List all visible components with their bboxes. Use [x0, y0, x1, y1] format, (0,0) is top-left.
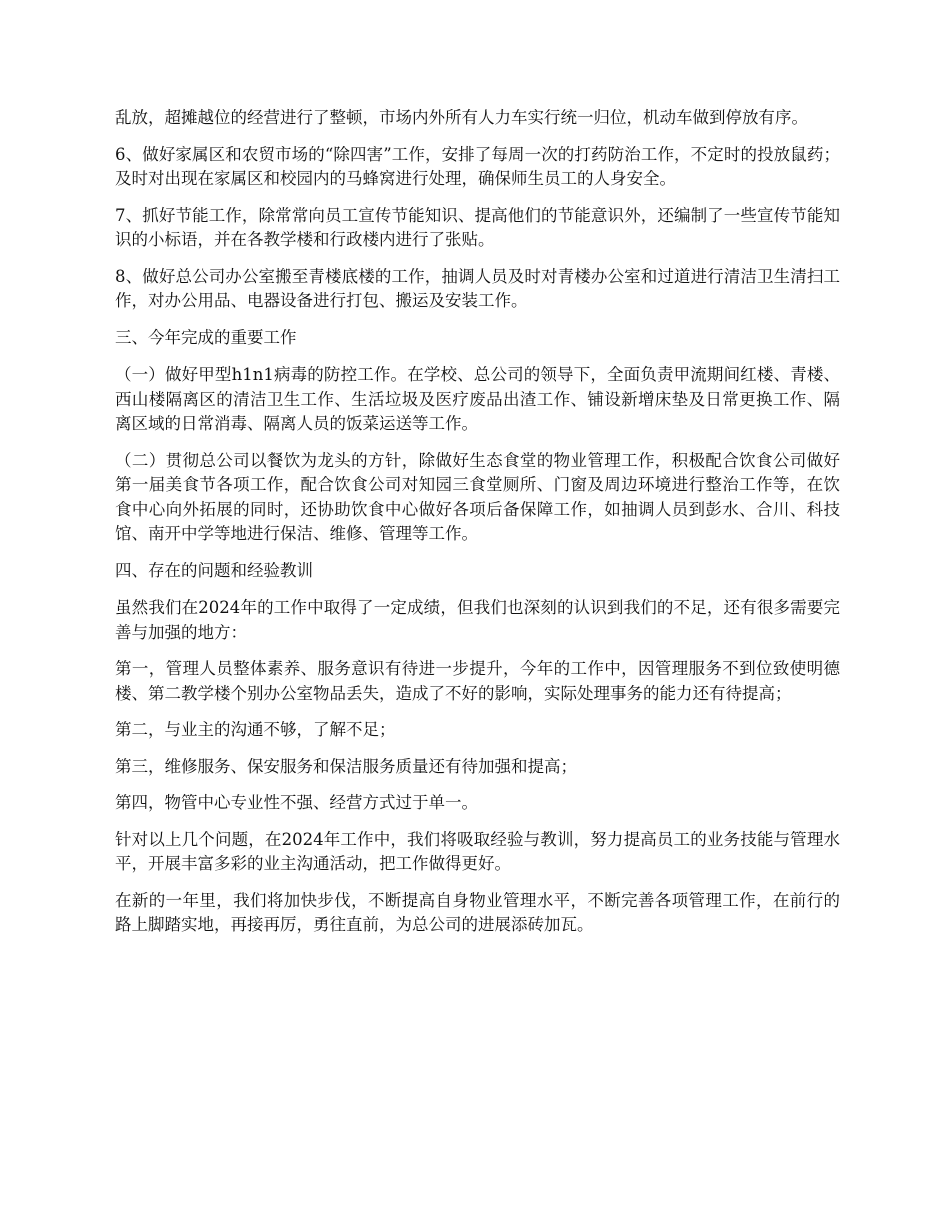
paragraph-problem-fourth: 第四，物管中心专业性不强、经营方式过于单一。 [115, 793, 478, 812]
paragraph-h1n1-prevention: （一）做好甲型h1n1病毒的防控工作。在学校、总公司的领导下，全面负责甲流期间红楼、青楼、西山楼隔离区的清洁卫生工作、生活垃圾及医疗废品出渣工作、铺设新增床垫及日常更换工作、隔离区域的日常消毒、隔离人员的饭菜运送等工作。 [115, 365, 840, 433]
paragraph-item-6-pest-control: 6、做好家属区和农贸市场的“除四害”工作，安排了每周一次的打药防治工作，不定时的投放鼠药；及时对出现在家属区和校园内的马蜂窝进行处理，确保师生员工的人身安全。 [115, 144, 840, 188]
paragraph-catering-support: （二）贯彻总公司以餐饮为龙头的方针，除做好生态食堂的物业管理工作，积极配合饮食公司做好第一届美食节各项工作，配合饮食公司对知园三食堂厕所、门窗及周边环境进行整治工作等，在饮食中心向外拓展的同时，还协助饮食中心做好各项后备保障工作，如抽调人员到彭水、合川、科技馆、南开中学等地进行保洁、维修、管理等工作。 [115, 450, 840, 543]
paragraph-closing: 在新的一年里，我们将加快步伐，不断提高自身物业管理水平，不断完善各项管理工作，在前行的路上脚踏实地，再接再厉，勇往直前，为总公司的进展添砖加瓦。 [115, 890, 840, 934]
section-heading-key-work: 三、今年完成的重要工作 [115, 327, 297, 347]
document-body [115, 106, 840, 950]
paragraph-item-8-office-move: 8、做好总公司办公室搬至青楼底楼的工作，抽调人员及时对青楼办公室和过道进行清洁卫生清扫工作，对办公用品、电器设备进行打包、搬运及安装工作。 [115, 266, 840, 310]
paragraph-item-7-energy-saving: 7、抓好节能工作，除常常向员工宣传节能知识、提高他们的节能意识外，还编制了一些宣传节能知识的小标语，并在各教学楼和行政楼内进行了张贴。 [115, 205, 840, 249]
paragraph-market-order-continued: 乱放，超摊越位的经营进行了整顿，市场内外所有人力车实行统一归位，机动车做到停放有序。 [115, 108, 808, 127]
section-heading-problems-lessons: 四、存在的问题和经验教训 [115, 560, 313, 580]
paragraph-shortcomings-intro: 虽然我们在2024年的工作中取得了一定成绩，但我们也深刻的认识到我们的不足，还有很多需要完善与加强的地方： [115, 598, 840, 642]
paragraph-problem-first: 第一，管理人员整体素养、服务意识有待进一步提升，今年的工作中，因管理服务不到位致使明德楼、第二教学楼个别办公室物品丢失，造成了不好的影响，实际处理事务的能力还有待提高； [115, 659, 840, 703]
paragraph-problem-second: 第二，与业主的沟通不够，了解不足； [115, 720, 396, 739]
paragraph-improvement-plan: 针对以上几个问题，在2024年工作中，我们将吸取经验与教训，努力提高员工的业务技能与管理水平，开展丰富多彩的业主沟通活动，把工作做得更好。 [115, 829, 840, 873]
paragraph-problem-third: 第三，维修服务、保安服务和保洁服务质量还有待加强和提高； [115, 756, 577, 776]
